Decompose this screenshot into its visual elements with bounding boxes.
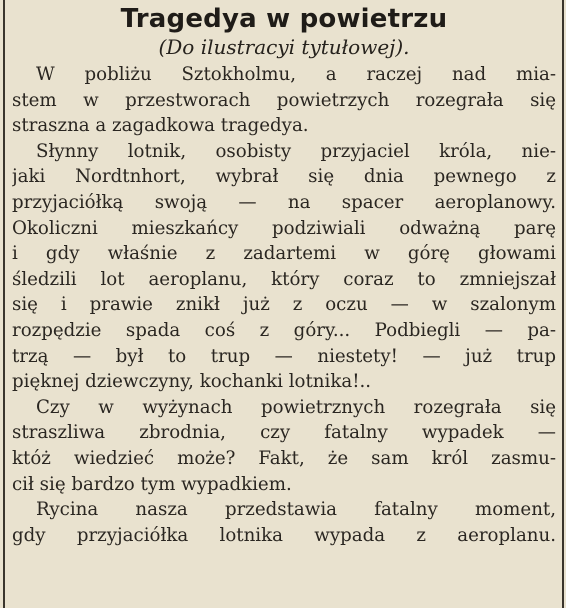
text-line: któż wiedzieć może? Fakt, że sam król zasmu-: [12, 447, 556, 469]
text-line: straszliwa zbrodnia, czy fatalny wypadek —: [12, 422, 556, 444]
text-line: rozpędzie spada coś z góry... Podbiegli — pa-: [12, 319, 556, 341]
text-line: Okoliczni mieszkańcy podziwiali odważną parę: [12, 217, 556, 239]
right-column-rule: [562, 0, 564, 608]
text-line: stem w przestworach powietrzych rozegrała się: [12, 89, 556, 111]
article-title: Tragedya w powietrzu: [120, 4, 448, 34]
article-subtitle: (Do ilustracyi tytułowej).: [158, 35, 410, 59]
text-line: trzą — był to trup — niestety! — już trup: [12, 345, 556, 367]
paragraph-3: [12, 395, 556, 497]
text-line: Słynny lotnik, osobisty przyjaciel króla, nie-: [36, 140, 556, 162]
text-line: Rycina nasza przedstawia fatalny moment,: [36, 499, 556, 521]
text-line: W pobliżu Sztokholmu, a raczej nad mia-: [36, 64, 556, 85]
newspaper-column: [12, 0, 556, 608]
paragraph-4: [12, 497, 556, 548]
left-column-rule: [3, 0, 5, 608]
text-line: Czy w wyżynach powietrznych rozegrała się: [36, 396, 556, 418]
text-line: jaki Nordtnhort, wybrał się dnia pewnego z: [12, 166, 556, 188]
paragraph-1: [12, 62, 556, 139]
text-line: przyjaciółką swoją — na spacer aeroplanowy.: [12, 191, 556, 213]
text-line: straszna a zagadkowa tragedya.: [12, 115, 309, 137]
text-line: gdy przyjaciółka lotnika wypada z aeroplanu.: [12, 524, 556, 546]
text-line: cił się bardzo tym wypadkiem.: [12, 473, 292, 495]
text-line: pięknej dziewczyny, kochanki lotnika!..: [12, 371, 372, 393]
text-line: śledzili lot aeroplanu, który coraz to zmniejszał: [12, 268, 556, 290]
text-line: i gdy właśnie z zadartemi w górę głowami: [12, 243, 556, 265]
text-line: się i prawie znikł już z oczu — w szalonym: [12, 294, 556, 316]
paragraph-2: [12, 139, 556, 395]
